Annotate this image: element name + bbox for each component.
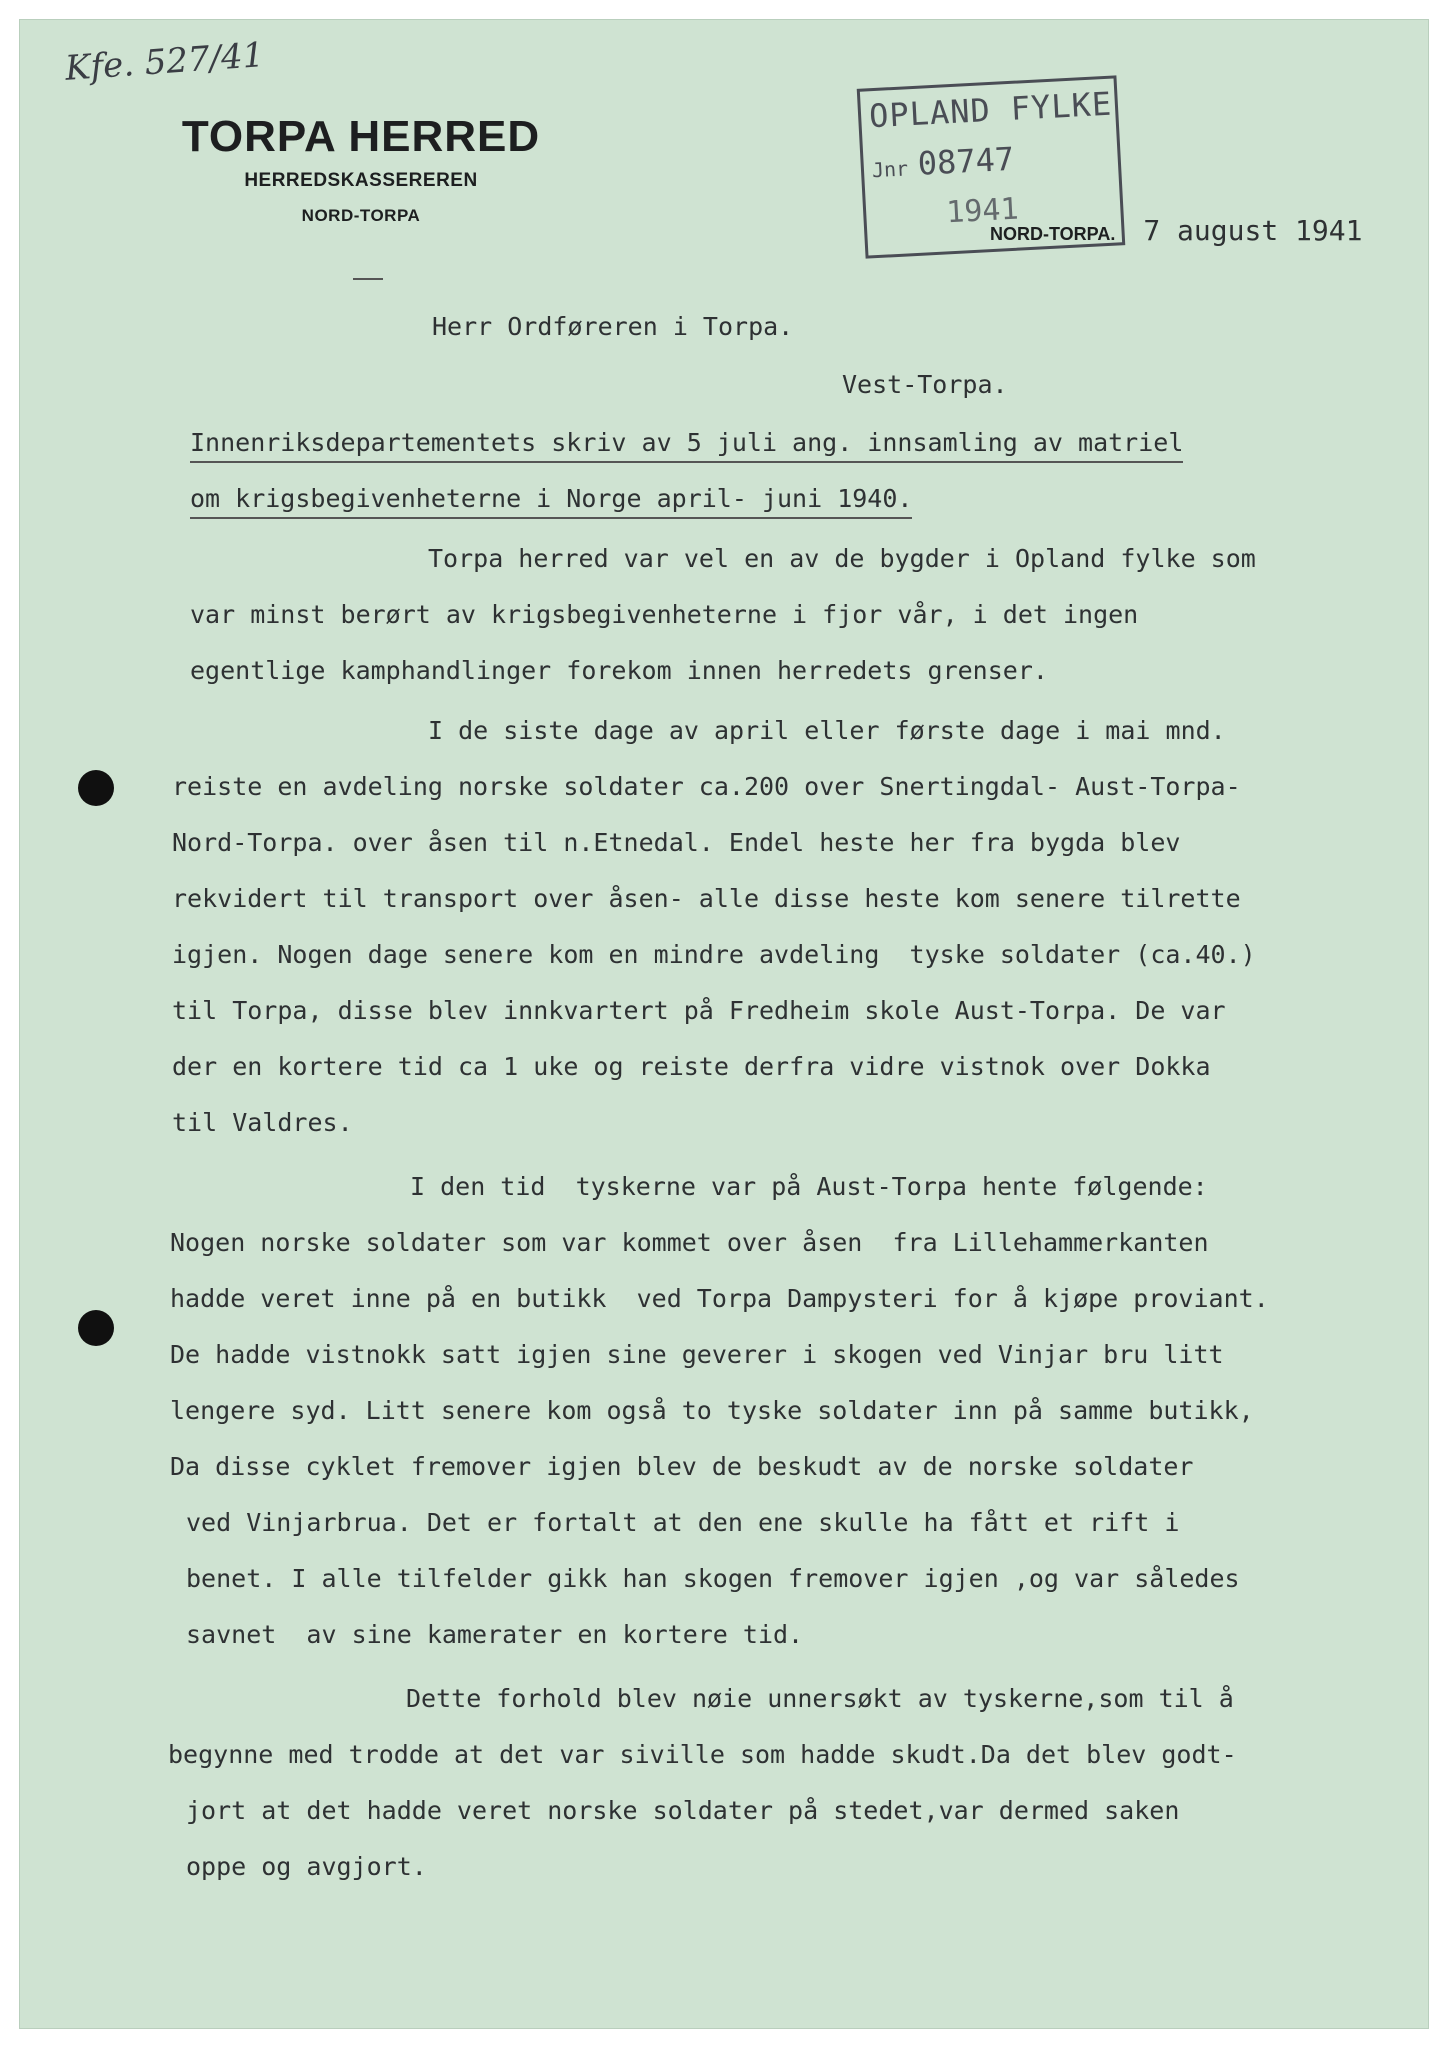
- body-line: begynne med trodde at det var siville som hadde skudt.Da det blev godt-: [168, 1740, 1237, 1769]
- body-line: igjen. Nogen dage senere kom en mindre avdeling tyske soldater (ca.40.): [172, 940, 1256, 969]
- dateline-place: NORD-TORPA.: [990, 224, 1116, 244]
- body-line: lengere syd. Litt senere kom også to tyske soldater inn på samme butikk,: [170, 1396, 1254, 1425]
- handwritten-reference: Kfe. 527/41: [63, 35, 266, 89]
- subject-line-2: om krigsbegivenheterne i Norge april- juni 1940.: [190, 484, 912, 513]
- letterhead-place: NORD-TORPA: [301, 206, 421, 225]
- body-line: til Valdres.: [172, 1108, 353, 1137]
- recipient-line-1: Herr Ordføreren i Torpa.: [432, 312, 794, 341]
- body-line: til Torpa, disse blev innkvartert på Fredheim skole Aust-Torpa. De var: [172, 996, 1226, 1025]
- punch-hole: [78, 1310, 114, 1346]
- punch-hole: [78, 770, 114, 806]
- body-line: Nord-Torpa. over åsen til n.Etnedal. Endel heste her fra bygda blev: [172, 828, 1181, 857]
- letterhead: [136, 112, 586, 226]
- letterhead-name: TORPA HERRED: [181, 112, 541, 161]
- body-line: Da disse cyklet fremover igjen blev de beskudt av de norske soldater: [170, 1452, 1194, 1481]
- body-line: Dette forhold blev nøie unnersøkt av tyskerne,som til å: [406, 1684, 1234, 1713]
- body-line: De hadde vistnokk satt igjen sine geverer i skogen ved Vinjar bru litt: [170, 1340, 1224, 1369]
- body-line: egentlige kamphandlinger forekom innen herredets grenser.: [190, 656, 1048, 685]
- body-line: Torpa herred var vel en av de bygder i Opland fylke som: [428, 544, 1256, 573]
- subject-line-1: Innenriksdepartementets skriv av 5 juli ang. innsamling av matriel: [190, 428, 1183, 457]
- body-line: var minst berørt av krigsbegivenheterne i fjor vår, i det ingen: [190, 600, 1139, 629]
- body-line: I de siste dage av april eller første dage i mai mnd.: [428, 716, 1226, 745]
- body-line: hadde veret inne på en butikk ved Torpa Dampysteri for å kjøpe proviant.: [170, 1284, 1269, 1313]
- letterhead-rule: [353, 278, 383, 280]
- stamp-year: 1941: [945, 191, 1020, 231]
- body-line: jort at det hadde veret norske soldater på stedet,var dermed saken: [186, 1796, 1180, 1825]
- dateline-date: 7 august 1941: [1143, 214, 1363, 247]
- stamp-number: 08747: [916, 139, 1016, 183]
- body-line: benet. I alle tilfelder gikk han skogen fremover igjen ,og var således: [186, 1564, 1240, 1593]
- body-line: rekvidert til transport over åsen- alle disse heste kom senere tilrette: [172, 884, 1241, 913]
- recipient-line-2: Vest-Torpa.: [842, 370, 1008, 399]
- body-line: der en kortere tid ca 1 uke og reiste derfra vidre vistnok over Dokka: [172, 1052, 1211, 1081]
- letterhead-department: HERREDSKASSEREREN: [244, 170, 478, 191]
- stamp-jnr-label: Jnr: [871, 156, 909, 183]
- stamp-county: OPLAND FYLKE: [868, 84, 1114, 136]
- dateline: [990, 214, 1363, 247]
- body-line: I den tid tyskerne var på Aust-Torpa hente følgende:: [410, 1172, 1208, 1201]
- letter-page: [20, 20, 1428, 2028]
- body-line: ved Vinjarbrua. Det er fortalt at den ene skulle ha fått et rift i: [186, 1508, 1180, 1537]
- body-line: oppe og avgjort.: [186, 1852, 427, 1881]
- body-line: savnet av sine kamerater en kortere tid.: [186, 1620, 804, 1649]
- body-line: reiste en avdeling norske soldater ca.200 over Snertingdal- Aust-Torpa-: [172, 772, 1241, 801]
- body-line: Nogen norske soldater som var kommet over åsen fra Lillehammerkanten: [170, 1228, 1209, 1257]
